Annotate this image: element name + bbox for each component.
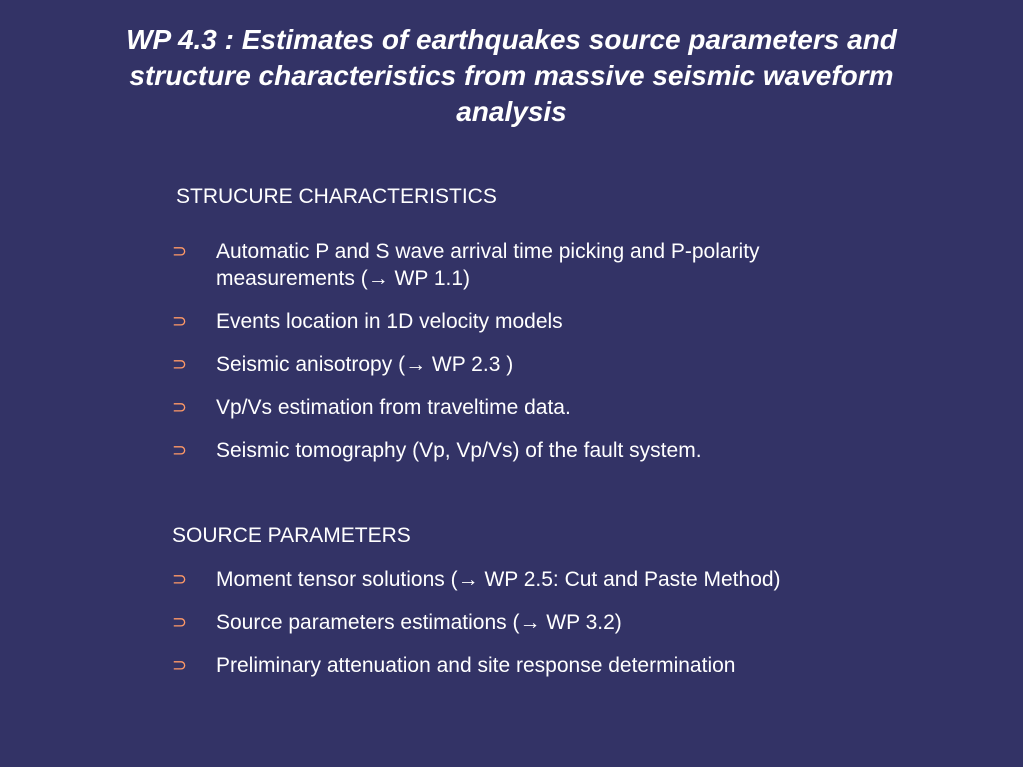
bullet-text — [216, 238, 872, 292]
list-item — [172, 238, 872, 292]
bullet-text-part: WP 2.3 ) — [426, 353, 514, 376]
bullet-text-part: Moment tensor solutions ( — [216, 568, 458, 591]
arrow-right-icon: → — [457, 568, 479, 591]
arrow-right-icon: → — [367, 267, 389, 290]
source-bullet-list — [172, 566, 872, 695]
list-item — [172, 566, 872, 593]
list-item — [172, 308, 872, 335]
bullet-icon: ⊃ — [172, 354, 188, 374]
bullet-text — [216, 609, 872, 636]
arrow-right-icon: → — [519, 611, 541, 634]
bullet-text-part: Automatic P and S wave arrival time picking and P-polarity measurements ( — [216, 240, 760, 290]
bullet-text: Seismic tomography (Vp, Vp/Vs) of the fault system. — [216, 439, 702, 462]
bullet-text-part: Source parameters estimations ( — [216, 611, 520, 634]
list-item — [172, 351, 872, 378]
section-heading-structure: STRUCURE CHARACTERISTICS — [176, 185, 497, 208]
list-item — [172, 609, 872, 636]
bullet-text-part: WP 2.5: Cut and Paste Method) — [478, 568, 781, 591]
bullet-icon: ⊃ — [172, 440, 188, 460]
structure-bullet-list — [172, 238, 872, 480]
title-line: structure characteristics from massive seismic waveform — [129, 60, 894, 91]
bullet-text-part: WP 3.2) — [540, 611, 622, 634]
bullet-icon: ⊃ — [172, 397, 188, 417]
title-line: WP 4.3 : Estimates of earthquakes source parameters and — [126, 24, 897, 55]
list-item — [172, 652, 872, 679]
bullet-icon: ⊃ — [172, 241, 188, 261]
bullet-icon: ⊃ — [172, 612, 188, 632]
bullet-icon: ⊃ — [172, 311, 188, 331]
bullet-text: Events location in 1D velocity models — [216, 310, 563, 333]
arrow-right-icon: → — [405, 353, 427, 376]
bullet-text — [216, 566, 872, 593]
section-heading-source: SOURCE PARAMETERS — [172, 524, 411, 547]
list-item — [172, 437, 872, 464]
bullet-text — [216, 351, 872, 378]
bullet-icon: ⊃ — [172, 569, 188, 589]
list-item — [172, 394, 872, 421]
bullet-text: Preliminary attenuation and site response determination — [216, 654, 736, 677]
slide-title — [40, 22, 983, 130]
title-line: analysis — [456, 96, 567, 127]
bullet-text: Vp/Vs estimation from traveltime data. — [216, 396, 571, 419]
bullet-text-part: WP 1.1) — [388, 267, 471, 290]
bullet-icon: ⊃ — [172, 655, 188, 675]
bullet-text-part: Seismic anisotropy ( — [216, 353, 406, 376]
